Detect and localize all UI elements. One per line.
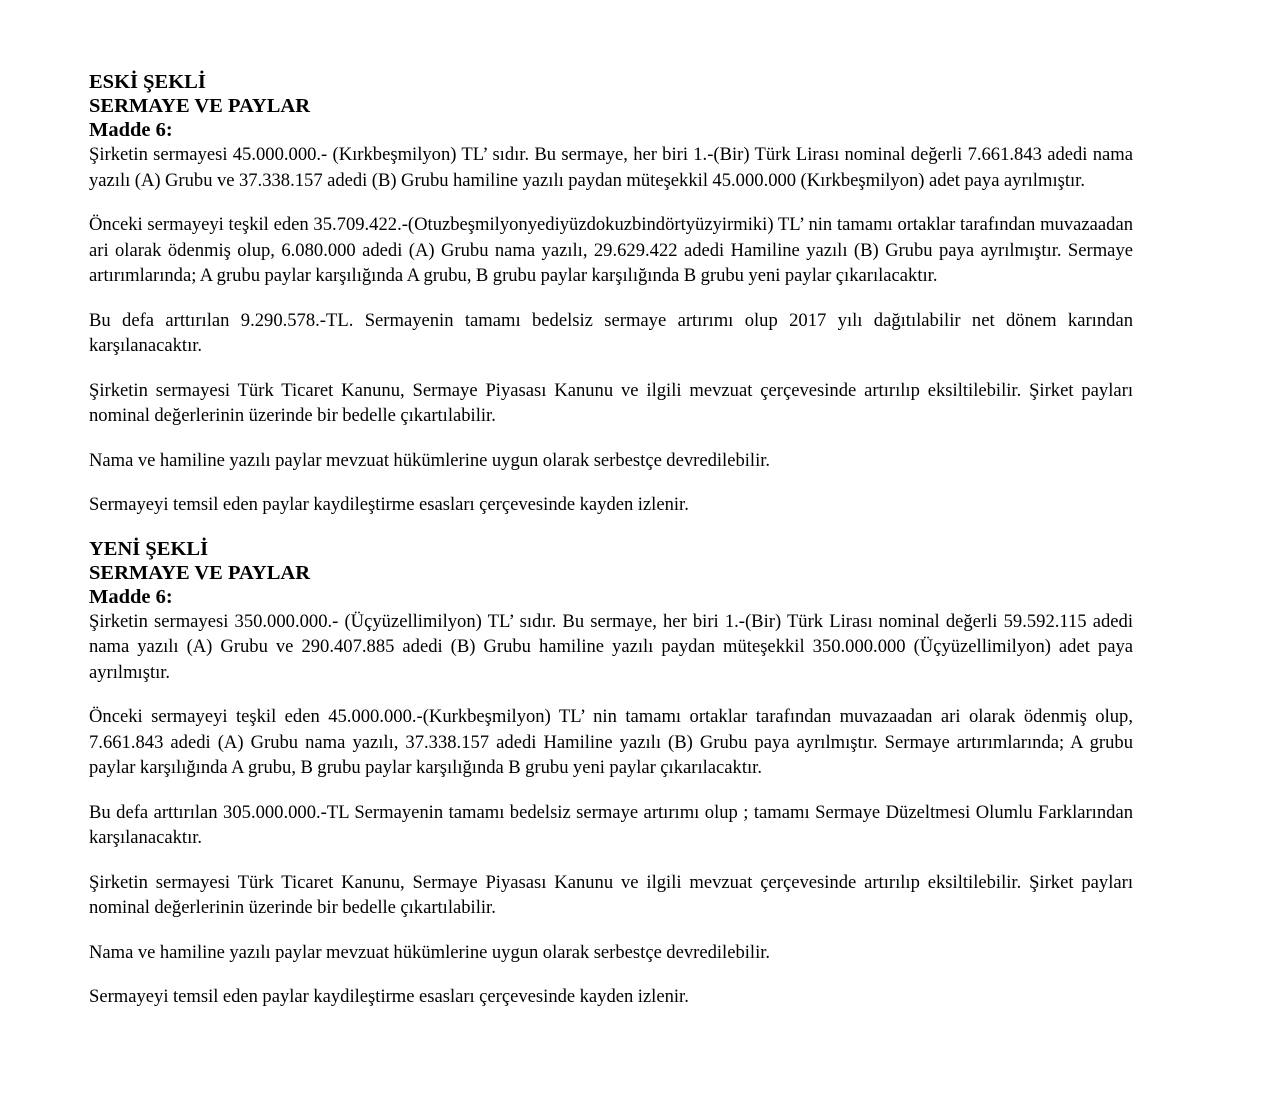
old-section-subtitle: SERMAYE VE PAYLAR: [89, 95, 310, 117]
new-section-article: Madde 6:: [89, 585, 173, 608]
new-paragraph: Şirketin sermayesi Türk Ticaret Kanunu, Sermaye Piyasası Kanunu ve ilgili mevzuat çerçevesinde artırılıp eksiltilebilir. Şirket payları nominal değerlerinin üzerinde bir bedelle çıkartılabilir.: [89, 871, 1133, 918]
old-section: [89, 70, 1133, 518]
old-paragraph: Önceki sermayeyi teşkil eden 35.709.422.-(Otuzbeşmilyonyediyüzdokuzbindörtyüzyirmiki) TL’ nin tamamı ortaklar tarafından muvazaadan ari olarak ödenmiş olup, 6.080.000 adedi (A) Grubu nama yazılı, 29.629.422 adedi Hamiline yazılı (B) Grubu paya ayrılmıştır. Sermaye artırımlarında; A grubu paylar karşılığında A grubu, B grubu paylar karşılığında B grubu yeni paylar çıkarılacaktır.: [89, 214, 1133, 286]
old-paragraph: Bu defa arttırılan 9.290.578.-TL. Sermayenin tamamı bedelsiz sermaye artırımı olup 2017 yılı dağıtılabilir net dönem karından karşılanacaktır.: [89, 309, 1133, 356]
new-section-title: YENİ ŞEKLİ: [89, 537, 209, 560]
old-paragraph: Şirketin sermayesi Türk Ticaret Kanunu, Sermaye Piyasası Kanunu ve ilgili mevzuat çerçevesinde artırılıp eksiltilebilir. Şirket payları nominal değerlerinin üzerinde bir bedelle çıkartılabilir.: [89, 379, 1133, 426]
new-paragraph: Bu defa arttırılan 305.000.000.-TL Sermayenin tamamı bedelsiz sermaye artırımı olup ; tamamı Sermaye Düzeltmesi Olumlu Farklarından karşılanacaktır.: [89, 801, 1133, 848]
new-paragraph: Şirketin sermayesi 350.000.000.- (Üçyüzellimilyon) TL’ sıdır. Bu sermaye, her biri 1.-(Bir) Türk Lirası nominal değerli 59.592.115 adedi nama yazılı (A) Grubu ve 290.407.885 adedi (B) Grubu hamiline yazılı paydan müteşekkil 350.000.000 (Üçyüzellimilyon) adet paya ayrılmıştır.: [89, 610, 1133, 683]
old-section-title: ESKİ ŞEKLİ: [89, 71, 206, 93]
new-section: [89, 537, 1133, 1010]
new-paragraph: Önceki sermayeyi teşkil eden 45.000.000.-(Kurkbeşmilyon) TL’ nin tamamı ortaklar tarafından muvazaadan ari olarak ödenmiş olup, 7.661.843 adedi (A) Grubu nama yazılı, 37.338.157 adedi Hamiline yazılı (B) Grubu paya ayrılmıştır. Sermaye artırımlarında; A grubu paylar karşılığında A grubu, B grubu paylar karşılığında B grubu yeni paylar çıkarılacaktır.: [89, 706, 1133, 778]
old-section-article: Madde 6:: [89, 119, 173, 141]
old-paragraph: Nama ve hamiline yazılı paylar mevzuat hükümlerine uygun olarak serbestçe devredilebilir.: [89, 449, 771, 471]
document-page: [89, 70, 1133, 1029]
new-paragraph: Sermayeyi temsil eden paylar kaydileştirme esasları çerçevesinde kayden izlenir.: [89, 986, 689, 1007]
new-section-subtitle: SERMAYE VE PAYLAR: [89, 561, 310, 584]
old-paragraph: Sermayeyi temsil eden paylar kaydileştirme esasları çerçevesinde kayden izlenir.: [89, 494, 689, 515]
old-paragraph: Şirketin sermayesi 45.000.000.- (Kırkbeşmilyon) TL’ sıdır. Bu sermaye, her biri 1.-(Bir) Türk Lirası nominal değerli 7.661.843 adedi nama yazılı (A) Grubu ve 37.338.157 adedi (B) Grubu hamiline yazılı paydan müteşekkil 45.000.000 (Kırkbeşmilyon) adet paya ayrılmıştır.: [89, 144, 1133, 191]
new-paragraph: Nama ve hamiline yazılı paylar mevzuat hükümlerine uygun olarak serbestçe devredilebilir.: [89, 941, 771, 963]
